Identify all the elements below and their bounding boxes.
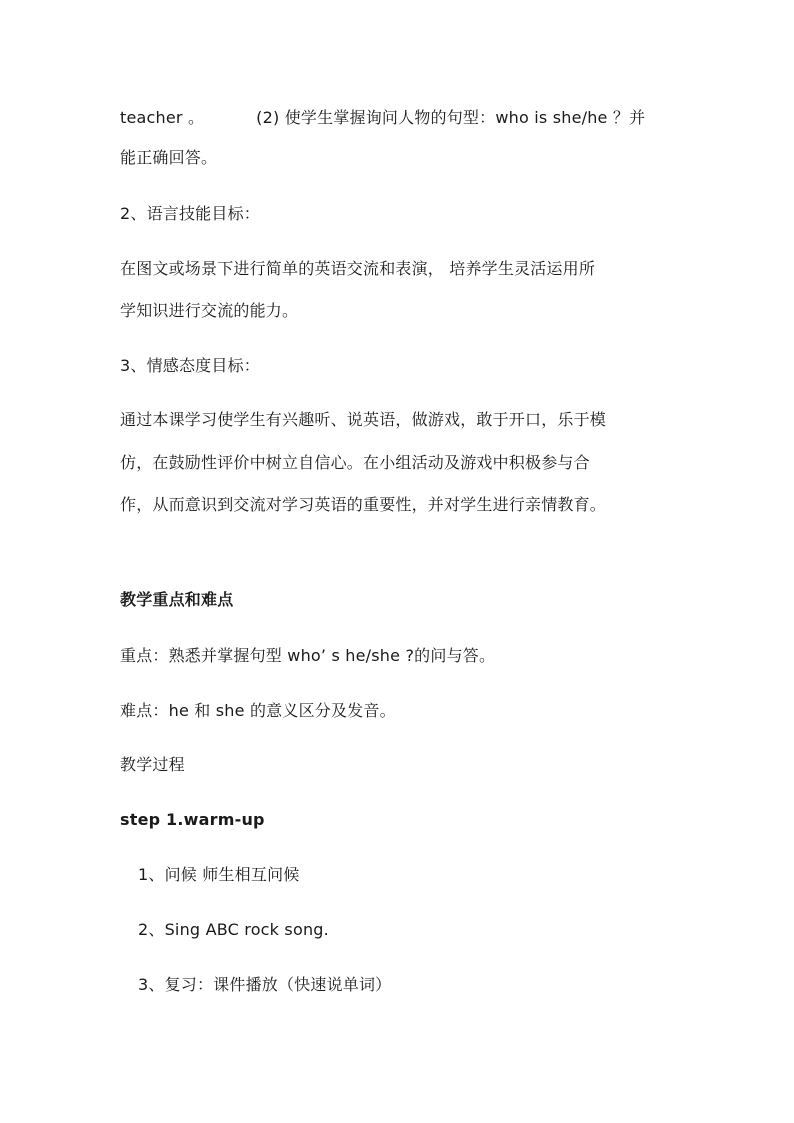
line-1-part-a: teacher 。 [120,108,205,127]
heading-teaching-process: 教学过程 [120,755,185,774]
paragraph-line: 在图文或场景下进行简单的英语交流和表演， 培养学生灵活运用所 [120,259,596,278]
list-item: 2、Sing ABC rock song. [138,920,329,939]
list-item: 1、问候 师生相互问候 [138,865,300,884]
paragraph-line: 作，从而意识到交流对学习英语的重要性，并对学生进行亲情教育。 [120,495,607,514]
section-emotional-goals: 3、情感态度目标： [120,356,260,375]
line-1-part-b: (2) 使学生掌握询问人物的句型：who is she/he ？并 [256,108,646,127]
difficulty-line: 难点：he 和 she 的意义区分及发音。 [120,701,396,720]
section-language-skills: 2、语言技能目标： [120,204,260,223]
objective-line-1 [120,108,645,128]
step-1-heading: step 1.warm-up [120,810,265,829]
paragraph-line: 学知识进行交流的能力。 [120,301,299,320]
heading-key-points: 教学重点和难点 [120,590,234,609]
key-point-line: 重点：熟悉并掌握句型 who’ s he/she ?的问与答。 [120,646,496,665]
paragraph-line: 仿，在鼓励性评价中树立自信心。在小组活动及游戏中积极参与合 [120,453,590,472]
objective-line-2: 能正确回答。 [120,148,218,167]
list-item: 3、复习：课件播放（快速说单词） [138,975,392,994]
paragraph-line: 通过本课学习使学生有兴趣听、说英语，做游戏，敢于开口，乐于模 [120,410,607,429]
